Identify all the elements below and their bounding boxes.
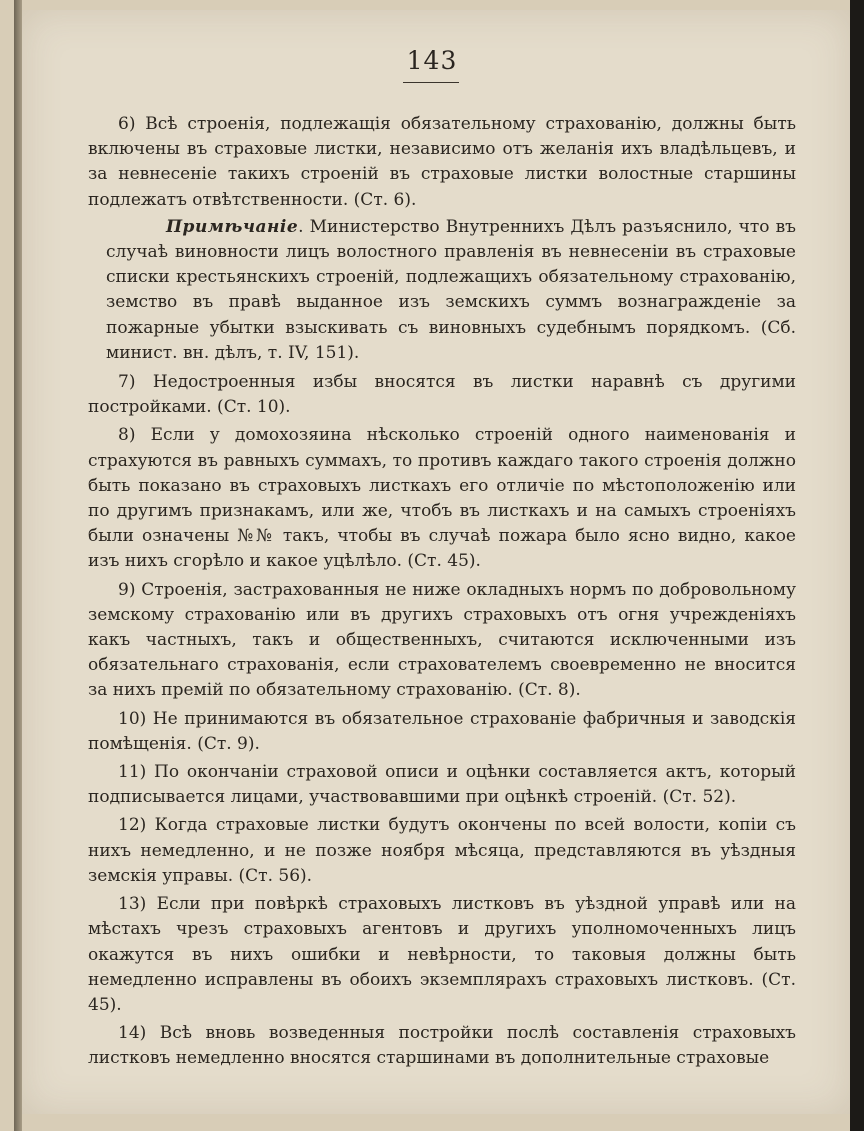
paragraph-7: 7) Недостроенныя избы вносятся въ листки наравнѣ съ другими постройками. (Ст. 10). [88, 372, 796, 418]
scan-edge [850, 0, 864, 1131]
paragraph-8: 8) Если у домохозяина нѣсколько строеній одного наименованія и страхуются въ равныхъ суммахъ, то противъ каждаго такого строенія должно быть показано въ страховыхъ листкахъ его отличіе по мѣстоположенію или по другимъ признакамъ, или же, чтобъ въ листкахъ и на самыхъ строеніяхъ были означены №№ такъ, чтобы въ случаѣ пожара было ясно видно, какое изъ нихъ сгорѣло и какое уцѣлѣло. (Ст. 45). [88, 425, 796, 572]
note-text: . Министерство Внутреннихъ Дѣлъ разъяснило, что въ случаѣ виновности лицъ волостного правленія въ невнесеніи въ страховые списки крестьянскихъ строеній, подлежащихъ обязательному страхованію, земство въ правѣ выданное изъ земскихъ суммъ вознагражденіе за пожарные убытки взыскивать съ виновныхъ судебнымъ порядкомъ. (Сб. минист. вн. дѣлъ, т. IV, 151). [106, 216, 796, 363]
page-body [88, 112, 796, 1072]
page-number-rule [403, 82, 459, 83]
note-paragraph [88, 215, 796, 366]
paragraph-9: 9) Строенія, застрахованныя не ниже окладныхъ нормъ по добровольному земскому страхованію или въ другихъ страховыхъ отъ огня учрежденіяхъ какъ частныхъ, такъ и общественныхъ, считаются исключенными изъ обязательнаго страхованія, если страхователемъ своевременно не вносится за нихъ премій по обязательному страхованію. (Ст. 8). [88, 579, 796, 701]
paragraph-10: 10) Не принимаются въ обязательное страхованіе фабричныя и заводскія помѣщенія. (Ст. 9). [88, 708, 796, 754]
paragraph-13: 13) Если при повѣркѣ страховыхъ листковъ въ уѣздной управѣ или на мѣстахъ чрезъ страховыхъ агентовъ и другихъ уполномоченныхъ лицъ окажутся въ нихъ ошибки и невѣрности, то таковыя должны быть немедленно исправлены въ обоихъ экземплярахъ страховыхъ листковъ. (Ст. 45). [88, 894, 796, 1015]
page-number: 143 [406, 46, 458, 75]
paragraph-12: 12) Когда страховые листки будутъ окончены по всей волости, копіи съ нихъ немедленно, и не позже ноября мѣсяца, представляются въ уѣздныя земскія управы. (Ст. 56). [88, 815, 796, 886]
book-gutter [14, 0, 22, 1131]
note-label: Примѣчаніе [166, 216, 299, 237]
paragraph-11: 11) По окончаніи страховой описи и оцѣнки составляется актъ, который подписывается лицами, участвовавшими при оцѣнкѣ строеній. (Ст. 52). [88, 762, 796, 808]
paragraph-14: 14) Всѣ вновь возведенныя постройки послѣ составленія страховыхъ листковъ немедленно вносятся старшинами въ дополнительные страховые [88, 1023, 796, 1069]
paragraph-6: 6) Всѣ строенія, подлежащія обязательному страхованію, должны быть включены въ страховые листки, независимо отъ желанія ихъ владѣльцевъ, и за невнесеніе такихъ строеній въ страховые листки волостные старшины подлежатъ отвѣтственности. (Ст. 6). [88, 114, 796, 210]
